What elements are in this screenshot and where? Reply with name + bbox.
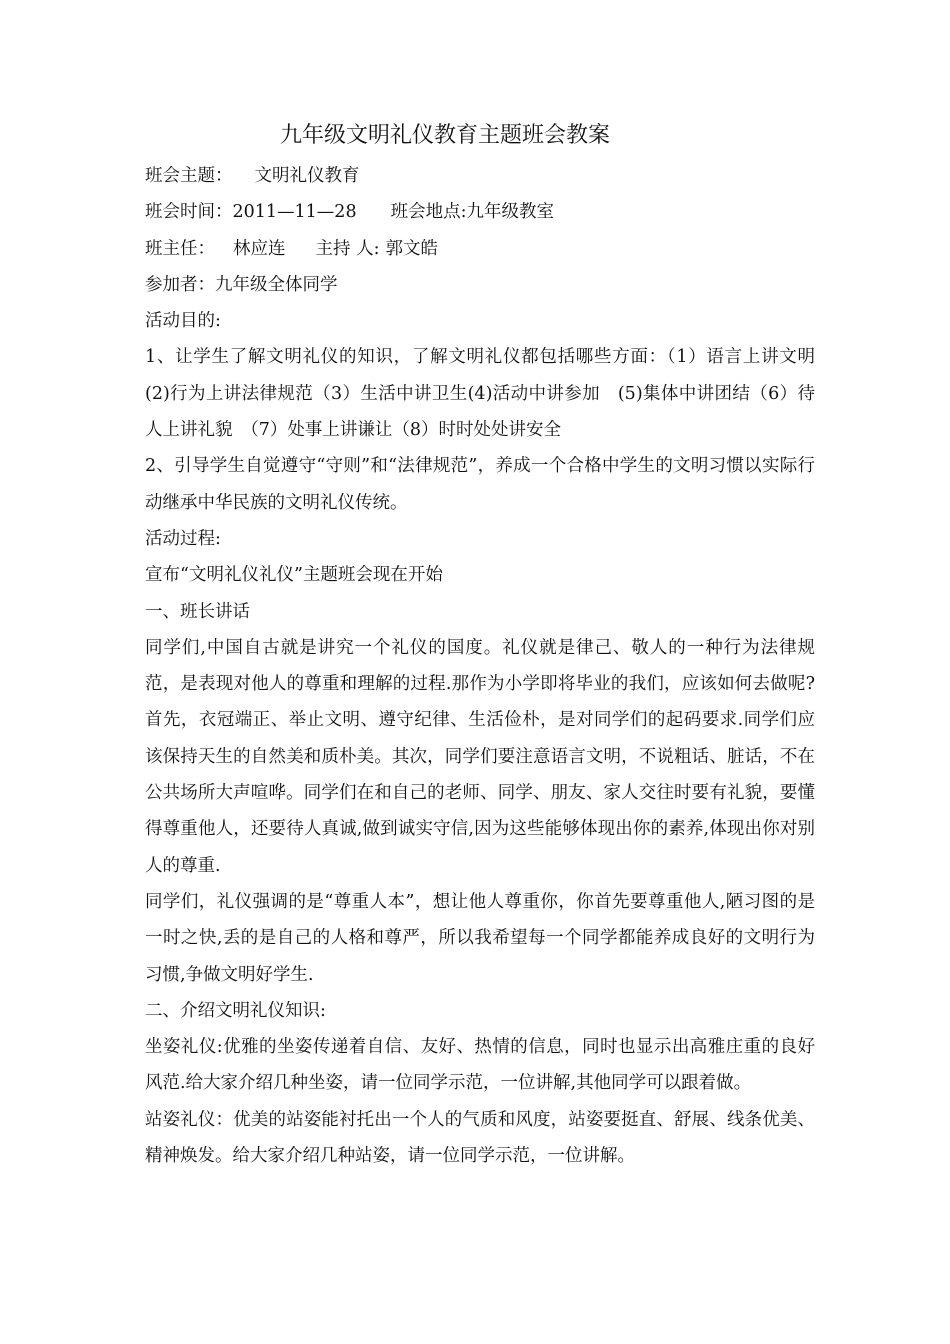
process-heading: 活动过程: — [145, 528, 221, 549]
theme-value: 文明礼仪教育 — [254, 166, 360, 186]
meta-teacher-host — [145, 231, 815, 267]
section-1-paragraph-2: 同学们，礼仪强调的是“尊重人本”，想让他人尊重你，你首先要尊重他人,陋习图的是一时之快,丢的是自己的人格和尊严，所以我希望每一个同学都能养成良好的文明行为习惯,争做文明好学生. — [145, 891, 815, 985]
standing-etiquette: 站姿礼仪：优美的站姿能衬托出一个人的气质和风度，站姿要挺直、舒展、线条优美、精神焕发。给大家介绍几种站姿，请一位同学示范，一位讲解。 — [145, 1109, 815, 1167]
meta-time-place — [145, 194, 815, 230]
participants-label: 参加者： — [145, 274, 215, 295]
host-label: 主持 人: — [315, 238, 380, 259]
goals-heading: 活动目的: — [145, 311, 221, 332]
meta-participants — [145, 267, 815, 303]
teacher-label: 班主任： — [145, 238, 215, 259]
section-1-heading: 一、班长讲话 — [145, 601, 250, 622]
time-value: 2011—11—28 — [232, 202, 357, 223]
document-body — [145, 158, 839, 1174]
process-announce: 宣布“文明礼仪礼仪”主题班会现在开始 — [145, 565, 443, 586]
goal-item-2: 2、引导学生自觉遵守“守则”和“法律规范”，养成一个合格中学生的文明习惯以实际行动继承中华民族的文明礼仪传统。 — [145, 456, 815, 513]
place-value: 九年级教室 — [466, 202, 554, 223]
host-value: 郭文皓 — [385, 238, 438, 259]
section-1-paragraph-1: 同学们,中国自古就是讲究一个礼仪的国度。礼仪就是律己、敬人的一种行为法律规范，是表现对他人的尊重和理解的过程.那作为小学即将毕业的我们，应该如何去做呢?首先，衣冠端正、举止文明、遵守纪律、生活俭朴，是对同学们的起码要求.同学们应该保持天生的自然美和质朴美。其次，同学们要注意语言文明，不说粗话、脏话，不在公共场所大声喧哗。同学们在和自己的老师、同学、朋友、家人交往时要有礼貌，要懂得尊重他人，还要待人真诚,做到诚实守信,因为这些能够体现出你的素养,体现出你对别人的尊重. — [145, 637, 815, 876]
section-2-heading: 二、介绍文明礼仪知识: — [145, 1000, 326, 1021]
goal-item-1: 1、让学生了解文明礼仪的知识，了解文明礼仪都包括哪些方面：（1）语言上讲文明 (2)行为上讲法律规范（3）生活中讲卫生(4)活动中讲参加 (5)集体中讲团结（6）待人上讲礼貌 （7）处事上讲谦让（8）时时处处讲安全 — [145, 347, 839, 441]
teacher-value: 林应连 — [233, 238, 286, 259]
place-label: 班会地点: — [390, 202, 467, 223]
meta-theme — [145, 158, 815, 194]
theme-label: 班会主题： — [145, 166, 233, 186]
participants-value: 九年级全体同学 — [215, 274, 338, 295]
sitting-etiquette: 坐姿礼仪:优雅的坐姿传递着自信、友好、热情的信息，同时也显示出高雅庄重的良好风范.给大家介绍几种坐姿，请一位同学示范，一位讲解,其他同学可以跟着做。 — [145, 1037, 815, 1094]
time-label: 班会时间： — [145, 202, 233, 223]
document-title: 九年级文明礼仪教育主题班会教案 — [279, 123, 610, 148]
